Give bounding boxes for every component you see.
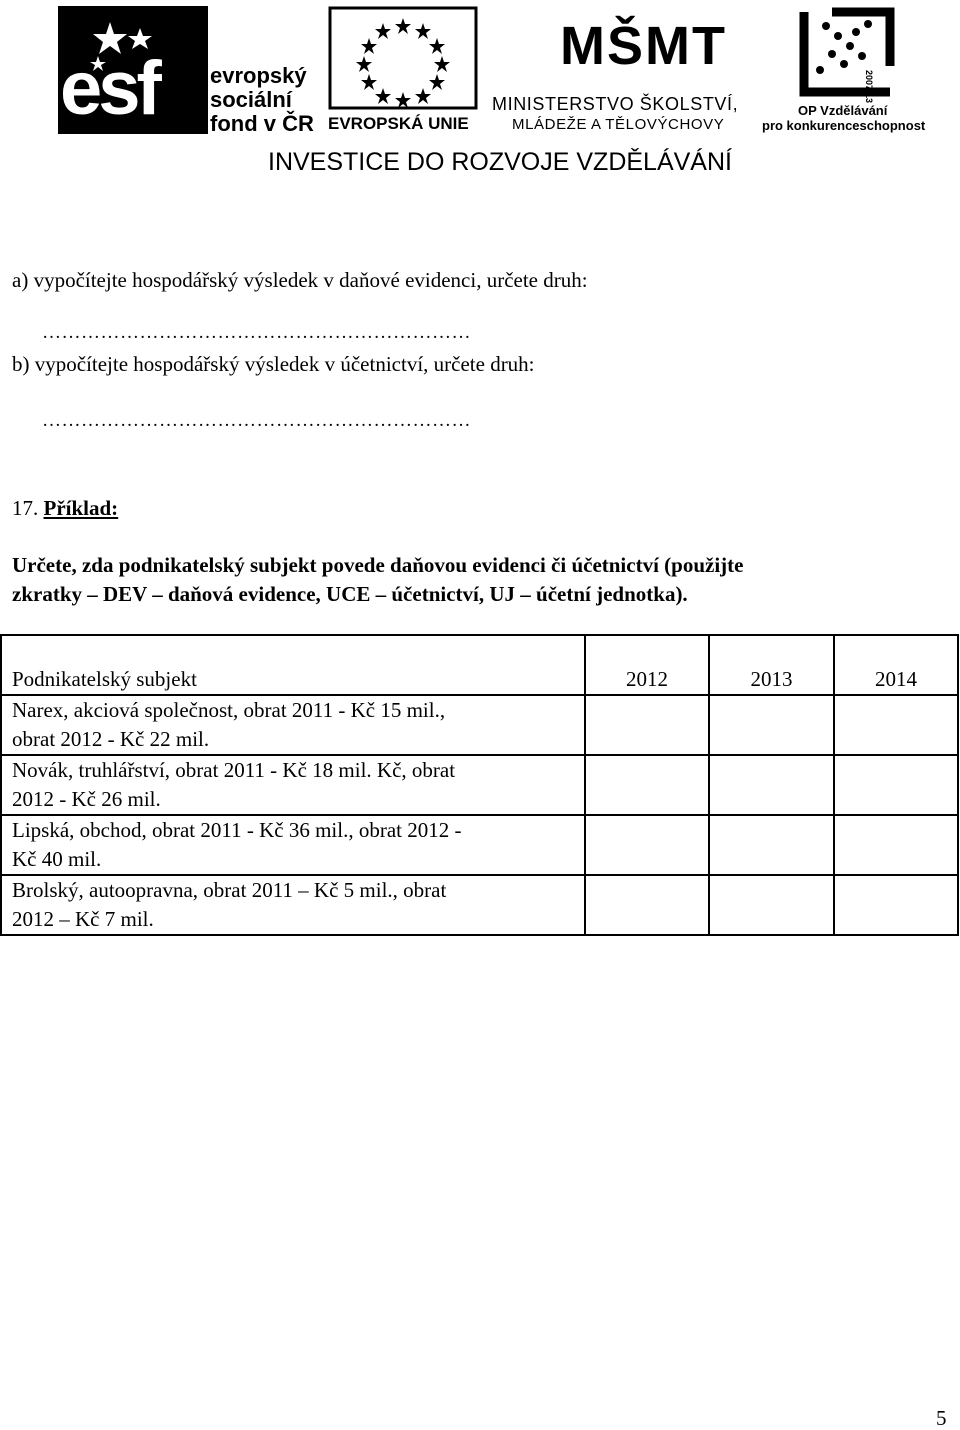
subjects-table [0, 634, 959, 936]
subject-cell [1, 695, 585, 755]
subject-line-1: Lipská, obchod, obrat 2011 - Kč 36 mil., obrat 2012 - [12, 818, 462, 842]
answer-cell-2013[interactable] [709, 875, 834, 935]
esf-logo [58, 6, 320, 134]
answer-cell-2013[interactable] [709, 755, 834, 815]
esf-line-3: fond v ČR [210, 111, 314, 136]
table-header-row [1, 635, 958, 695]
table-row [1, 755, 958, 815]
subject-line-1: Novák, truhlářství, obrat 2011 - Kč 18 mil. Kč, obrat [12, 758, 456, 782]
eu-logo [328, 6, 478, 134]
subject-line-2: 2012 – Kč 7 mil. [12, 907, 154, 931]
table-row [1, 815, 958, 875]
table-row [1, 695, 958, 755]
answer-cell-2012[interactable] [585, 875, 709, 935]
eu-caption: EVROPSKÁ UNIE [328, 114, 469, 133]
subject-line-2: Kč 40 mil. [12, 847, 102, 871]
answer-b-blank: ………………………………………………………… [42, 410, 471, 431]
instruction-line-1: Určete, zda podnikatelský subjekt povede daňovou evidenci či účetnictví (použijte [12, 553, 744, 577]
header-year-2014: 2014 [834, 635, 958, 695]
answer-a-blank: ………………………………………………………… [42, 322, 471, 343]
esf-mark-text: esf [60, 46, 158, 131]
header-subject: Podnikatelský subjekt [1, 635, 585, 695]
instruction-line-2: zkratky – DEV – daňová evidence, UCE – účetnictví, UJ – účetní jednotka). [12, 582, 688, 606]
example-title: Příklad: [43, 496, 119, 520]
esf-line-1: evropský [210, 63, 307, 88]
answer-cell-2014[interactable] [834, 695, 958, 755]
subject-cell [1, 815, 585, 875]
msmt-mark: MŠMT [560, 16, 727, 76]
page-number: 5 [936, 1406, 947, 1430]
question-a: a) vypočítejte hospodářský výsledek v daňové evidenci, určete druh: [12, 268, 588, 292]
op-years: 2007-13 [864, 70, 874, 104]
op-line-1: OP Vzdělávání [798, 103, 888, 118]
subject-line-2: 2012 - Kč 26 mil. [12, 787, 161, 811]
esf-line-2: sociální [210, 87, 292, 112]
eu-flag-icon [328, 6, 478, 110]
answer-cell-2013[interactable] [709, 695, 834, 755]
answer-cell-2012[interactable] [585, 815, 709, 875]
subject-line-1: Brolský, autoopravna, obrat 2011 – Kč 5 mil., obrat [12, 878, 447, 902]
subject-line-1: Narex, akciová společnost, obrat 2011 - Kč 15 mil., [12, 698, 446, 722]
answer-cell-2014[interactable] [834, 815, 958, 875]
table-row [1, 875, 958, 935]
banner-text: INVESTICE DO ROZVOJE VZDĚLÁVÁNÍ [268, 148, 732, 176]
example-heading [12, 496, 118, 520]
example-number: 17. [12, 496, 39, 520]
op-logo [762, 6, 932, 134]
msmt-line-2: MLÁDEŽE A TĚLOVÝCHOVY [512, 116, 725, 133]
op-line-2: pro konkurenceschopnost [762, 118, 926, 133]
question-b: b) vypočítejte hospodářský výsledek v účetnictví, určete druh: [12, 352, 535, 376]
answer-cell-2013[interactable] [709, 815, 834, 875]
answer-cell-2014[interactable] [834, 875, 958, 935]
header-year-2013: 2013 [709, 635, 834, 695]
subject-line-2: obrat 2012 - Kč 22 mil. [12, 727, 210, 751]
msmt-line-1: MINISTERSTVO ŠKOLSTVÍ, [492, 94, 739, 114]
answer-cell-2012[interactable] [585, 695, 709, 755]
msmt-logo [492, 6, 750, 134]
subject-cell [1, 875, 585, 935]
answer-cell-2012[interactable] [585, 755, 709, 815]
subject-cell [1, 755, 585, 815]
answer-cell-2014[interactable] [834, 755, 958, 815]
op-emblem-icon [792, 6, 902, 98]
header-year-2012: 2012 [585, 635, 709, 695]
